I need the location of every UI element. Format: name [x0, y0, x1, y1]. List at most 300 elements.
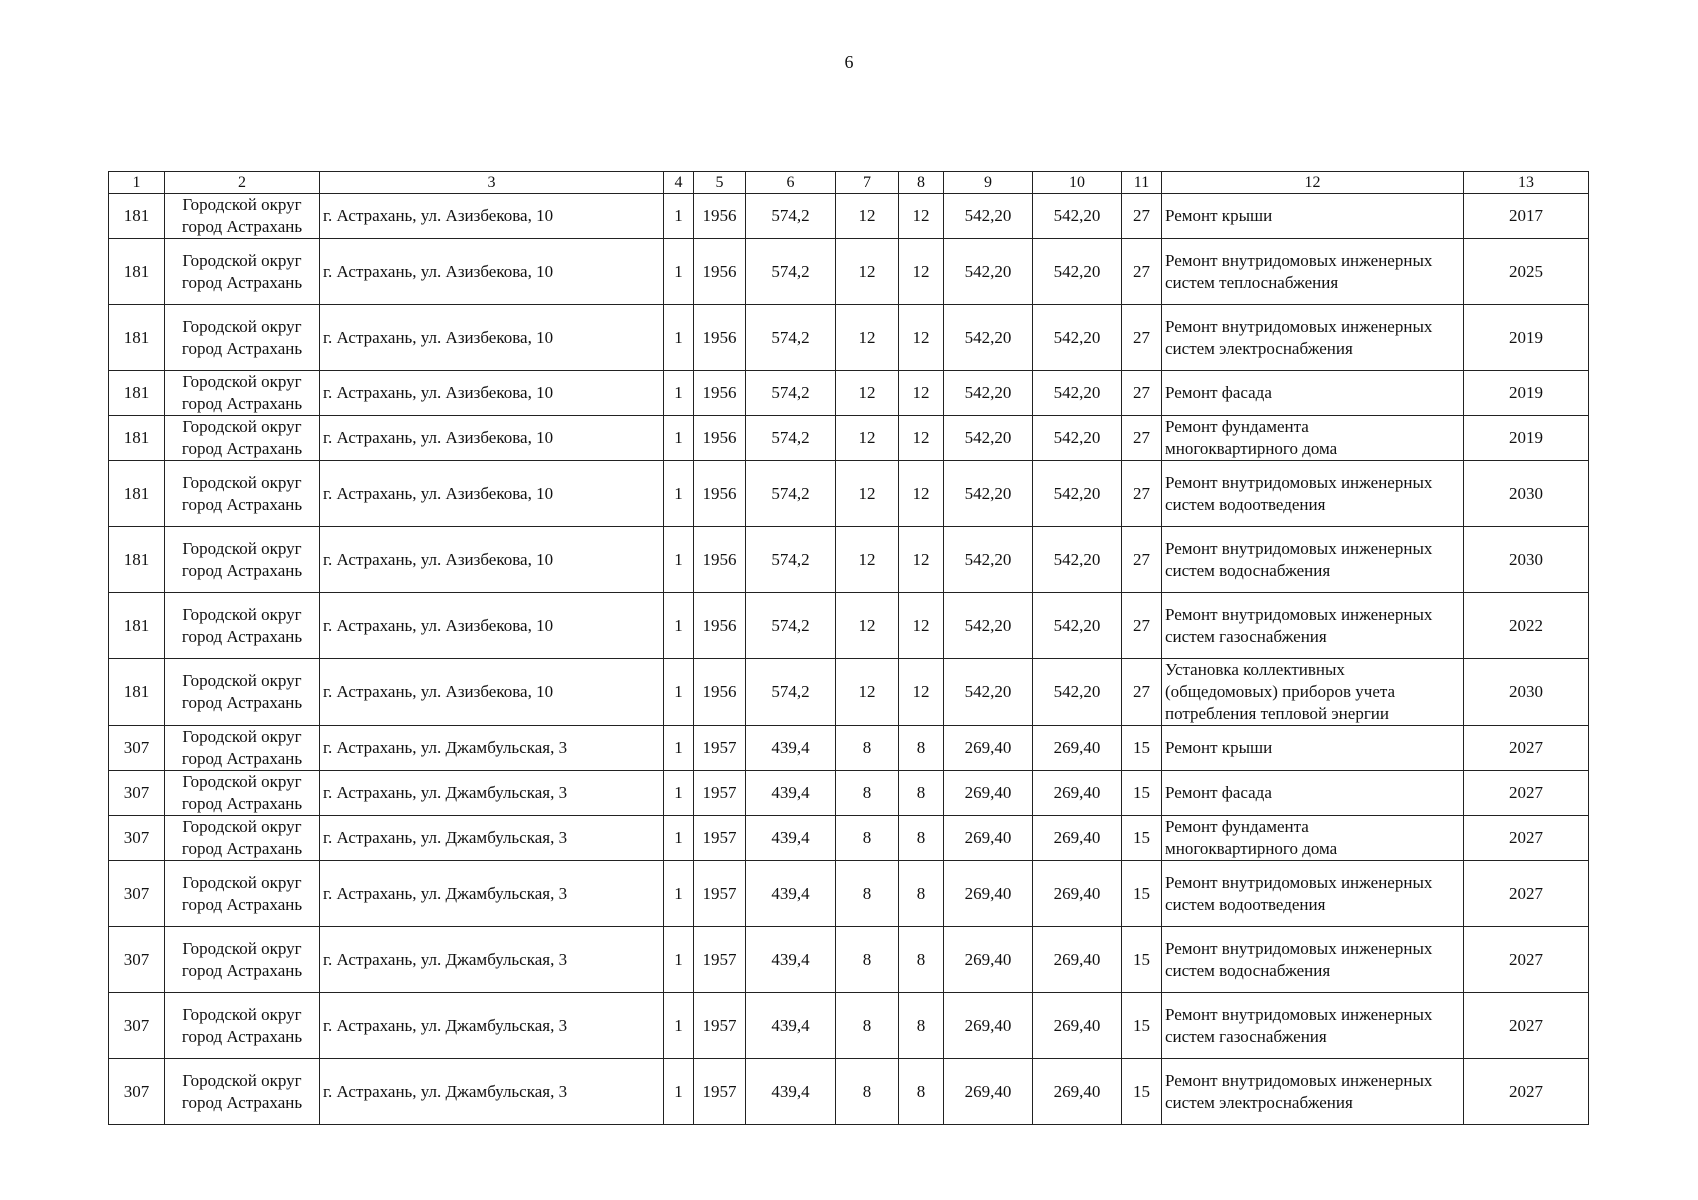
col10-cell-text: 542,20: [1053, 549, 1101, 569]
work-type-cell-text: Ремонт внутридомовых инженерных: [1165, 250, 1433, 270]
municipality-cell: [165, 593, 320, 659]
col10-cell: [1033, 461, 1122, 527]
col9-cell-text: 269,40: [964, 783, 1012, 802]
municipality-cell-text: Городской округ: [182, 727, 302, 746]
column-header: 11: [1122, 172, 1162, 194]
work-type-cell-text: потребления тепловой энергии: [1165, 704, 1389, 723]
year-built-cell-text: 1956: [702, 383, 737, 402]
address-cell: [320, 659, 664, 726]
col11-cell: [1122, 371, 1162, 416]
col10-cell: [1033, 593, 1122, 659]
total-area-cell-text: 574,2: [771, 483, 810, 503]
col11-cell-text: 27: [1133, 483, 1150, 503]
col4-cell: [664, 771, 694, 816]
col10-cell-text: 542,20: [1053, 383, 1101, 402]
planned-year-cell-text: 2027: [1509, 738, 1543, 757]
col8-cell: [899, 1059, 944, 1125]
address-cell: [320, 461, 664, 527]
col8-cell: [899, 194, 944, 239]
planned-year-cell-text: 2017: [1509, 206, 1543, 225]
planned-year-cell-text: 2027: [1509, 883, 1543, 903]
municipality-cell-text: Городской округ: [182, 250, 302, 270]
municipality-cell-text: город Астрахань: [181, 217, 303, 236]
col11-cell: [1122, 239, 1162, 305]
col9-cell-text: 542,20: [964, 682, 1012, 701]
work-type-cell-text: систем электроснабжения: [1165, 1092, 1353, 1112]
col11-cell: [1122, 593, 1162, 659]
total-area-cell-text: 439,4: [771, 949, 810, 969]
planned-year-cell-text: 2027: [1509, 828, 1543, 847]
col10-cell: [1033, 1059, 1122, 1125]
col10-cell: [1033, 927, 1122, 993]
work-type-cell-text: систем водоснабжения: [1165, 560, 1331, 580]
col11-cell: [1122, 527, 1162, 593]
col4-cell-text: 1: [674, 1015, 683, 1035]
municipality-cell-text: город Астрахань: [181, 560, 303, 580]
col7-cell-text: 12: [858, 383, 876, 402]
col10-cell-text: 269,40: [1053, 1015, 1101, 1035]
municipality-cell: [165, 861, 320, 927]
col7-cell: [836, 659, 899, 726]
planned-year-cell: [1464, 461, 1589, 527]
col7-cell-text: 8: [862, 1015, 872, 1035]
planned-year-cell-text: 2019: [1509, 327, 1543, 347]
col10-cell-text: 269,40: [1053, 1081, 1101, 1101]
address-cell: [320, 194, 664, 239]
year-built-cell: [694, 993, 746, 1059]
table-row: [109, 927, 1589, 993]
col4-cell-text: 1: [674, 383, 683, 402]
col9-cell-text: 542,20: [964, 428, 1012, 447]
col8-cell: [899, 993, 944, 1059]
col4-cell: [664, 371, 694, 416]
col9-cell-text: 269,40: [964, 738, 1012, 757]
year-built-cell: [694, 771, 746, 816]
col7-cell-text: 12: [858, 682, 876, 701]
municipality-cell-text: город Астрахань: [181, 1092, 303, 1112]
planned-year-cell-text: 2019: [1509, 428, 1543, 447]
work-type-cell: [1162, 861, 1464, 927]
municipality-cell-text: город Астрахань: [181, 272, 303, 292]
col7-cell-text: 12: [858, 206, 876, 225]
col9-cell: [944, 816, 1033, 861]
year-built-cell: [694, 305, 746, 371]
year-built-cell-text: 1956: [702, 327, 737, 347]
year-built-cell-text: 1956: [702, 428, 737, 447]
table-row: [109, 659, 1589, 726]
table-row: [109, 416, 1589, 461]
row-number-cell-text: 307: [123, 1015, 150, 1035]
year-built-cell-text: 1957: [702, 783, 737, 802]
municipality-cell-text: Городской округ: [182, 872, 302, 892]
work-type-cell-text: Ремонт внутридомовых инженерных: [1165, 316, 1433, 336]
col8-cell-text: 8: [916, 883, 926, 903]
row-number-cell: [109, 239, 165, 305]
row-number-cell: [109, 861, 165, 927]
col11-cell-text: 27: [1133, 682, 1150, 701]
col10-cell-text: 269,40: [1053, 883, 1101, 903]
col9-cell: [944, 726, 1033, 771]
municipality-cell-text: Городской округ: [182, 604, 302, 624]
municipality-cell-text: город Астрахань: [181, 839, 303, 858]
year-built-cell: [694, 1059, 746, 1125]
column-header: 9: [944, 172, 1033, 194]
col11-cell: [1122, 461, 1162, 527]
col4-cell: [664, 527, 694, 593]
col8-cell-text: 12: [912, 549, 930, 569]
address-cell: [320, 1059, 664, 1125]
planned-year-cell: [1464, 371, 1589, 416]
col7-cell: [836, 305, 899, 371]
municipality-cell-text: город Астрахань: [181, 794, 303, 813]
column-header: 12: [1162, 172, 1464, 194]
planned-year-cell: [1464, 194, 1589, 239]
address-cell: [320, 371, 664, 416]
address-cell-text: г. Астрахань, ул. Азизбекова, 10: [323, 428, 554, 447]
repair-schedule-table: [108, 171, 1589, 1125]
col11-cell-text: 15: [1133, 738, 1150, 757]
work-type-cell: [1162, 461, 1464, 527]
col9-cell-text: 542,20: [964, 483, 1012, 503]
header-row: [109, 172, 1589, 194]
col7-cell-text: 12: [858, 483, 876, 503]
col10-cell: [1033, 816, 1122, 861]
work-type-cell-text: многоквартирного дома: [1165, 839, 1338, 858]
total-area-cell: [746, 527, 836, 593]
col10-cell-text: 542,20: [1053, 483, 1101, 503]
col9-cell: [944, 771, 1033, 816]
col8-cell: [899, 771, 944, 816]
col8-cell: [899, 239, 944, 305]
total-area-cell: [746, 194, 836, 239]
table-row: [109, 194, 1589, 239]
col11-cell-text: 27: [1133, 261, 1150, 281]
year-built-cell-text: 1957: [702, 1081, 737, 1101]
col7-cell: [836, 771, 899, 816]
row-number-cell: [109, 726, 165, 771]
col9-cell-text: 542,20: [964, 549, 1012, 569]
col11-cell: [1122, 927, 1162, 993]
col11-cell-text: 27: [1133, 206, 1150, 225]
row-number-cell-text: 181: [123, 549, 150, 569]
col8-cell: [899, 861, 944, 927]
address-cell: [320, 993, 664, 1059]
address-cell: [320, 416, 664, 461]
total-area-cell-text: 574,2: [771, 261, 810, 281]
work-type-cell-text: Ремонт внутридомовых инженерных: [1165, 604, 1433, 624]
work-type-cell-text: Ремонт крыши: [1165, 206, 1273, 225]
municipality-cell: [165, 816, 320, 861]
planned-year-cell: [1464, 927, 1589, 993]
municipality-cell-text: Городской округ: [182, 938, 302, 958]
col4-cell: [664, 194, 694, 239]
col4-cell-text: 1: [674, 883, 683, 903]
work-type-cell: [1162, 771, 1464, 816]
column-header: 6: [746, 172, 836, 194]
col4-cell: [664, 239, 694, 305]
col4-cell: [664, 993, 694, 1059]
col11-cell-text: 15: [1133, 883, 1150, 903]
col10-cell: [1033, 861, 1122, 927]
row-number-cell-text: 181: [123, 682, 150, 701]
municipality-cell: [165, 1059, 320, 1125]
col7-cell-text: 8: [862, 738, 872, 757]
col7-cell: [836, 416, 899, 461]
planned-year-cell: [1464, 993, 1589, 1059]
col11-cell-text: 27: [1133, 327, 1150, 347]
row-number-cell-text: 307: [123, 1081, 150, 1101]
municipality-cell: [165, 771, 320, 816]
planned-year-cell-text: 2022: [1509, 615, 1543, 635]
col10-cell: [1033, 726, 1122, 771]
col10-cell-text: 269,40: [1053, 783, 1101, 802]
municipality-cell-text: город Астрахань: [181, 1026, 303, 1046]
municipality-cell-text: город Астрахань: [181, 439, 303, 458]
col8-cell-text: 12: [912, 327, 930, 347]
col10-cell-text: 542,20: [1053, 615, 1101, 635]
municipality-cell: [165, 239, 320, 305]
row-number-cell-text: 181: [123, 428, 150, 447]
table-body: [109, 194, 1589, 1125]
col4-cell: [664, 659, 694, 726]
row-number-cell: [109, 593, 165, 659]
total-area-cell-text: 439,4: [771, 783, 810, 802]
planned-year-cell: [1464, 593, 1589, 659]
col4-cell: [664, 861, 694, 927]
address-cell-text: г. Астрахань, ул. Азизбекова, 10: [323, 327, 554, 347]
col11-cell-text: 27: [1133, 549, 1150, 569]
address-cell-text: г. Астрахань, ул. Джамбульская, 3: [323, 883, 568, 903]
row-number-cell: [109, 461, 165, 527]
col11-cell-text: 15: [1133, 1015, 1150, 1035]
col7-cell-text: 12: [858, 549, 876, 569]
municipality-cell-text: Городской округ: [182, 772, 302, 791]
row-number-cell-text: 181: [123, 206, 150, 225]
col8-cell-text: 12: [912, 428, 930, 447]
col8-cell: [899, 371, 944, 416]
year-built-cell: [694, 861, 746, 927]
municipality-cell-text: город Астрахань: [181, 338, 303, 358]
col9-cell-text: 269,40: [964, 1081, 1012, 1101]
table-row: [109, 993, 1589, 1059]
table-row: [109, 861, 1589, 927]
total-area-cell: [746, 416, 836, 461]
col7-cell: [836, 993, 899, 1059]
col7-cell-text: 12: [858, 428, 876, 447]
col8-cell-text: 12: [912, 483, 930, 503]
column-header: 13: [1464, 172, 1589, 194]
year-built-cell-text: 1957: [702, 883, 737, 903]
col8-cell: [899, 816, 944, 861]
work-type-cell-text: Ремонт внутридомовых инженерных: [1165, 1004, 1433, 1024]
col9-cell: [944, 461, 1033, 527]
col7-cell-text: 8: [862, 828, 872, 847]
row-number-cell-text: 307: [123, 883, 150, 903]
col4-cell: [664, 726, 694, 771]
planned-year-cell-text: 2025: [1509, 261, 1543, 281]
total-area-cell-text: 439,4: [771, 738, 810, 757]
col11-cell: [1122, 771, 1162, 816]
address-cell-text: г. Астрахань, ул. Азизбекова, 10: [323, 682, 554, 701]
col4-cell-text: 1: [674, 949, 683, 969]
work-type-cell-text: систем электроснабжения: [1165, 338, 1353, 358]
year-built-cell-text: 1956: [702, 615, 737, 635]
work-type-cell-text: Ремонт фундамента: [1165, 817, 1309, 836]
row-number-cell: [109, 771, 165, 816]
work-type-cell-text: Ремонт фундамента: [1165, 417, 1309, 436]
work-type-cell: [1162, 816, 1464, 861]
col8-cell: [899, 416, 944, 461]
row-number-cell-text: 181: [123, 615, 150, 635]
municipality-cell-text: Городской округ: [182, 417, 302, 436]
address-cell-text: г. Астрахань, ул. Азизбекова, 10: [323, 549, 554, 569]
column-header: 4: [664, 172, 694, 194]
row-number-cell-text: 181: [123, 261, 150, 281]
address-cell-text: г. Астрахань, ул. Джамбульская, 3: [323, 783, 568, 802]
col9-cell: [944, 927, 1033, 993]
planned-year-cell: [1464, 659, 1589, 726]
total-area-cell: [746, 771, 836, 816]
page-number: 6: [844, 52, 854, 72]
total-area-cell-text: 574,2: [771, 615, 810, 635]
planned-year-cell: [1464, 416, 1589, 461]
column-header: 1: [109, 172, 165, 194]
col4-cell: [664, 1059, 694, 1125]
col10-cell-text: 542,20: [1053, 682, 1101, 701]
col11-cell-text: 15: [1133, 828, 1150, 847]
col8-cell-text: 12: [912, 206, 930, 225]
table-row: [109, 527, 1589, 593]
municipality-cell-text: Городской округ: [182, 671, 302, 690]
column-header: 8: [899, 172, 944, 194]
total-area-cell: [746, 371, 836, 416]
municipality-cell-text: город Астрахань: [181, 394, 303, 413]
total-area-cell-text: 439,4: [771, 828, 810, 847]
planned-year-cell: [1464, 816, 1589, 861]
address-cell-text: г. Астрахань, ул. Джамбульская, 3: [323, 1081, 568, 1101]
col8-cell: [899, 659, 944, 726]
row-number-cell-text: 181: [123, 483, 150, 503]
column-header: 2: [165, 172, 320, 194]
col7-cell: [836, 927, 899, 993]
municipality-cell-text: город Астрахань: [181, 960, 303, 980]
total-area-cell-text: 574,2: [771, 327, 810, 347]
row-number-cell-text: 181: [123, 327, 150, 347]
col7-cell: [836, 816, 899, 861]
col4-cell: [664, 593, 694, 659]
planned-year-cell: [1464, 861, 1589, 927]
col4-cell-text: 1: [674, 738, 683, 757]
address-cell: [320, 593, 664, 659]
col9-cell-text: 542,20: [964, 206, 1012, 225]
col4-cell-text: 1: [674, 261, 683, 281]
municipality-cell: [165, 927, 320, 993]
year-built-cell-text: 1957: [702, 738, 737, 757]
year-built-cell-text: 1956: [702, 206, 737, 225]
municipality-cell-text: город Астрахань: [181, 626, 303, 646]
total-area-cell-text: 574,2: [771, 682, 810, 701]
col10-cell: [1033, 416, 1122, 461]
total-area-cell-text: 574,2: [771, 383, 810, 402]
col9-cell-text: 269,40: [964, 949, 1012, 969]
municipality-cell: [165, 659, 320, 726]
total-area-cell-text: 439,4: [771, 883, 810, 903]
col8-cell-text: 8: [916, 738, 926, 757]
year-built-cell-text: 1957: [702, 1015, 737, 1035]
municipality-cell-text: город Астрахань: [181, 494, 303, 514]
year-built-cell: [694, 726, 746, 771]
col11-cell-text: 27: [1133, 383, 1150, 402]
col9-cell-text: 269,40: [964, 883, 1012, 903]
municipality-cell: [165, 305, 320, 371]
year-built-cell-text: 1957: [702, 828, 737, 847]
col7-cell: [836, 1059, 899, 1125]
address-cell-text: г. Астрахань, ул. Азизбекова, 10: [323, 383, 554, 402]
col9-cell: [944, 993, 1033, 1059]
total-area-cell: [746, 816, 836, 861]
col7-cell-text: 12: [858, 615, 876, 635]
planned-year-cell: [1464, 771, 1589, 816]
address-cell: [320, 861, 664, 927]
col9-cell-text: 542,20: [964, 261, 1012, 281]
col7-cell-text: 8: [862, 1081, 872, 1101]
col10-cell: [1033, 194, 1122, 239]
col11-cell: [1122, 1059, 1162, 1125]
municipality-cell-text: Городской округ: [182, 817, 302, 836]
work-type-cell: [1162, 593, 1464, 659]
work-type-cell: [1162, 527, 1464, 593]
work-type-cell: [1162, 194, 1464, 239]
municipality-cell: [165, 371, 320, 416]
planned-year-cell: [1464, 305, 1589, 371]
work-type-cell-text: систем газоснабжения: [1165, 626, 1327, 646]
col10-cell: [1033, 771, 1122, 816]
col10-cell: [1033, 993, 1122, 1059]
col4-cell: [664, 461, 694, 527]
total-area-cell: [746, 1059, 836, 1125]
municipality-cell: [165, 993, 320, 1059]
address-cell-text: г. Астрахань, ул. Джамбульская, 3: [323, 828, 568, 847]
col11-cell: [1122, 305, 1162, 371]
planned-year-cell: [1464, 239, 1589, 305]
column-header: 3: [320, 172, 664, 194]
address-cell-text: г. Астрахань, ул. Азизбекова, 10: [323, 615, 554, 635]
col9-cell: [944, 239, 1033, 305]
col8-cell: [899, 726, 944, 771]
work-type-cell-text: систем теплоснабжения: [1165, 272, 1339, 292]
table-row: [109, 816, 1589, 861]
col9-cell: [944, 527, 1033, 593]
col7-cell: [836, 371, 899, 416]
col4-cell-text: 1: [674, 828, 683, 847]
table-row: [109, 371, 1589, 416]
col7-cell-text: 12: [858, 261, 876, 281]
col9-cell: [944, 416, 1033, 461]
col11-cell: [1122, 194, 1162, 239]
municipality-cell-text: Городской округ: [182, 1070, 302, 1090]
total-area-cell: [746, 659, 836, 726]
municipality-cell-text: Городской округ: [182, 316, 302, 336]
col8-cell-text: 12: [912, 682, 930, 701]
municipality-cell-text: Городской округ: [182, 1004, 302, 1024]
col11-cell: [1122, 726, 1162, 771]
col7-cell: [836, 461, 899, 527]
address-cell: [320, 771, 664, 816]
col7-cell: [836, 593, 899, 659]
col4-cell-text: 1: [674, 428, 683, 447]
year-built-cell-text: 1956: [702, 549, 737, 569]
year-built-cell: [694, 416, 746, 461]
